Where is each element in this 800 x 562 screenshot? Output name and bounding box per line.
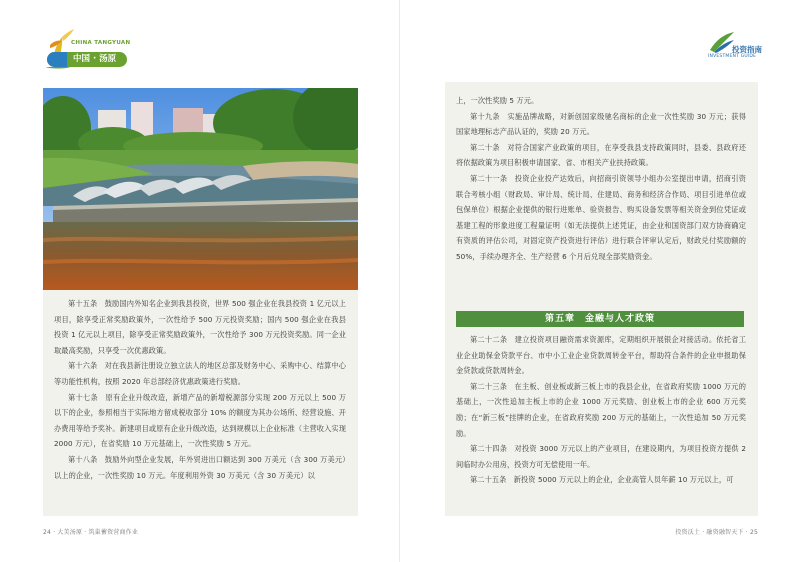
chapter-heading: 第五章 金融与人才政策 bbox=[456, 311, 744, 327]
logo-subtitle: CHINA TANGYUAN bbox=[71, 40, 131, 46]
paragraph: 第二十三条 在主板、创业板或新三板上市的我县企业，在省政府奖励 1000 万元的基础上，一次性追加主板上市的企业 1000 万元奖励、创业板上市的企业 600 万元奖励；在“新三板”挂牌的企业，在省政府奖励 200 万元的基础上，一次性追加 50 万元奖励。 bbox=[456, 381, 746, 438]
paragraph: 第二十四条 对投资 3000 万元以上的产业项目，在建设期内，为项目投资方提供 2 间临时办公用房，投资方可无偿使用一年。 bbox=[456, 444, 746, 469]
paragraph: 第二十一条 投资企业投产达效后，向招商引资领导小组办公室提出申请，招商引资联合考核小组（财政局、审计局、统计局、住建局、商务和经济合作局、项目引进单位或包保单位）根据企业提供的银行进账单、验资报告、购买设备发票等相关资金到位凭证或基建工程的形象进度工程量证明（如无法提供上述凭证，由企业和国资部门双方协商确定有资质的评估公司，对固定资产投资进行评估）进行联合评审认定后，财政兑付奖励额的 50%，手续办理齐全、生产经营 6 个月后兑现全部奖励资金。 bbox=[456, 173, 746, 261]
right-page-footer: 投资沃土 · 融资融智天下 · 25 bbox=[675, 529, 758, 536]
paragraph: 第十七条 原有企业升级改造，新增产品的新增税源部分实现 200 万元以上 500 万以下的企业，参照相当于实际地方留成税收部分 10% 的额度为其办公场所、经营设施、开办费用等给予奖补。新建项目或原有企业升级改造，达到规模以上企业标准（主营收入实现 2000 万元），在省奖励 10 万元基础上，一次性奖励 5 万元。 bbox=[54, 392, 346, 449]
paragraph: 第十五条 鼓励国内外知名企业到我县投资，世界 500 强企业在我县投资 1 亿元以上项目，除享受正常奖励政策外，一次性给予 500 万元投资奖励；国内 500 强企业在我县投资 1 亿元以上项目，除享受正常奖励政策外，一次性给予 300 万元投资奖励。同一企业取最高奖励，只享受一次优惠政策。 bbox=[54, 299, 346, 355]
paragraph: 第十六条 对在我县新注册设立独立法人的地区总部及财务中心、采购中心、结算中心等功能性机构，按照 2020 年总部经济优惠政策进行奖励。 bbox=[54, 361, 346, 386]
left-body-text bbox=[54, 296, 346, 483]
paragraph: 第十八条 鼓励外向型企业发展，年外贸进出口额达到 300 万美元（含 300 万美元）以上的企业，一次性奖励 10 万元。年度利用外资 30 万美元（含 30 万美元）以 bbox=[54, 454, 346, 480]
paragraph: 上，一次性奖励 5 万元。 bbox=[456, 96, 539, 105]
paragraph: 第二十二条 建立投资项目融资需求资源库，定期组织开展银企对接活动。依托省工业企业助保金贷款平台、市中小工业企业贷款周转金平台，帮助符合条件的企业申报助保金贷款或贷款周转金。 bbox=[456, 335, 746, 376]
logo-title: 投资指南 bbox=[732, 45, 762, 54]
logo-title-pill bbox=[47, 52, 127, 67]
investment-guide-logo bbox=[706, 30, 768, 68]
right-body-text-top bbox=[456, 93, 746, 265]
left-page-footer: 24 · 大美汤原 · 筑巢蓄资营商作业 bbox=[43, 529, 139, 536]
right-body-text-bottom bbox=[456, 332, 746, 488]
paragraph: 第二十条 对符合国家产业政策的项目，在享受我县支持政策同时，县委、县政府还将依据政策为项目积极申请国家、省、市相关产业扶持政策。 bbox=[456, 142, 746, 168]
paragraph: 第十九条 实施品牌战略，对新创国家级驰名商标的企业一次性奖励 30 万元；获得国家地理标志产品认证的，奖励 20 万元。 bbox=[456, 111, 746, 137]
logo-subtitle: INVESTMENT GUIDE bbox=[708, 54, 757, 59]
logo-title: 中国 · 汤原 bbox=[73, 54, 117, 64]
river-park-photo bbox=[43, 88, 358, 290]
paragraph: 第二十五条 新投资 5000 万元以上的企业，企业高管人员年薪 10 万元以上，可 bbox=[470, 475, 734, 485]
